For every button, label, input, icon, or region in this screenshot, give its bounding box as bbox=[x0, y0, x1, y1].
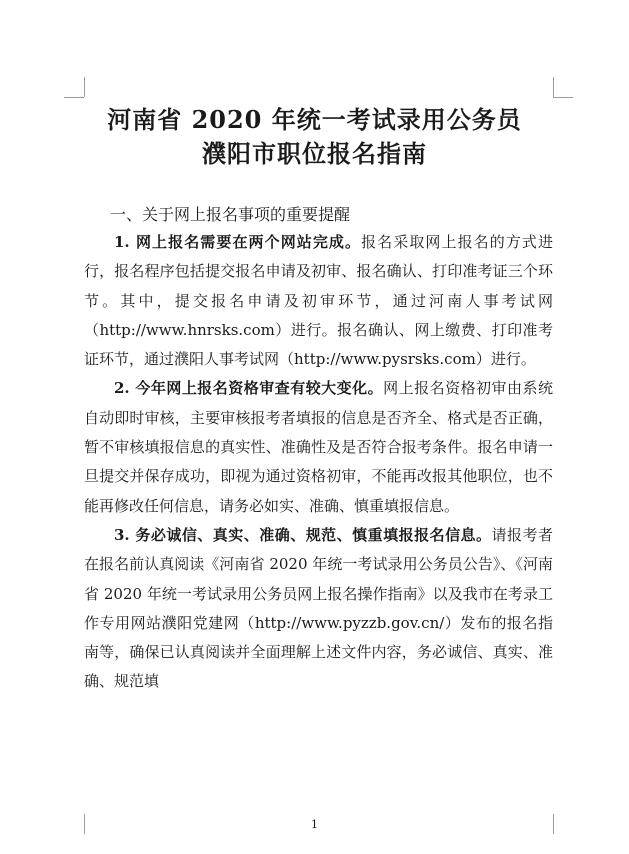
paragraph-3-lead: 3. 务必诚信、真实、准确、规范、慎重填报报名信息。 bbox=[114, 525, 492, 544]
crop-mark-top-right-v bbox=[553, 77, 554, 97]
paragraph-3-text: 请报考者在报名前认真阅读《河南省 2020 年统一考试录用公务员公告》、《河南省 2020 年统一考试录用公务员网上报名操作指南》以及我市在考录工作专用网站濮阳党建网（http://www.pyzzb.gov.cn/）发布的报名指南等，确保已认真阅读并全面理解上述文件内容，务必诚信、真实、准确、规范填 bbox=[84, 525, 553, 691]
paragraph-3 bbox=[84, 521, 553, 697]
paragraph-1-text: 报名采取网上报名的方式进行，报名程序包括提交报名申请及初审、报名确认、打印准考证三个环节。其中，提交报名申请及初审环节，通过河南人事考试网（http://www.hnrsks.com）进行。报名确认、网上缴费、打印准考证环节，通过濮阳人事考试网（http://www.pysrsks.com）进行。 bbox=[84, 233, 553, 369]
paragraph-2-text: 网上报名资格初审由系统自动即时审核，主要审核报考者填报的信息是否齐全、格式是否正确，暂不审核填报信息的真实性、准确性及是否符合报考条件。报名申请一旦提交并保存成功，即视为通过资格初审，不能再改报其他职位，也不能再修改任何信息，请务必如实、准确、慎重填报信息。 bbox=[84, 379, 553, 515]
document-title-line-2: 濮阳市职位报名指南 bbox=[202, 139, 427, 168]
crop-mark-top-right-h bbox=[553, 97, 573, 98]
section-heading: 一、关于网上报名事项的重要提醒 bbox=[110, 205, 351, 224]
paragraph-2 bbox=[84, 374, 553, 520]
paragraph-2-lead: 2. 今年网上报名资格审查有较大变化。 bbox=[114, 379, 384, 398]
paragraph-1 bbox=[84, 228, 553, 374]
document-body bbox=[84, 228, 553, 697]
crop-mark-top-left-v bbox=[84, 77, 85, 97]
document-title-line-1: 河南省 2020 年统一考试录用公务员 bbox=[107, 105, 522, 134]
crop-mark-top-left-h bbox=[64, 97, 84, 98]
page-number: 1 bbox=[311, 818, 318, 831]
paragraph-1-lead: 1. 网上报名需要在两个网站完成。 bbox=[114, 233, 362, 251]
